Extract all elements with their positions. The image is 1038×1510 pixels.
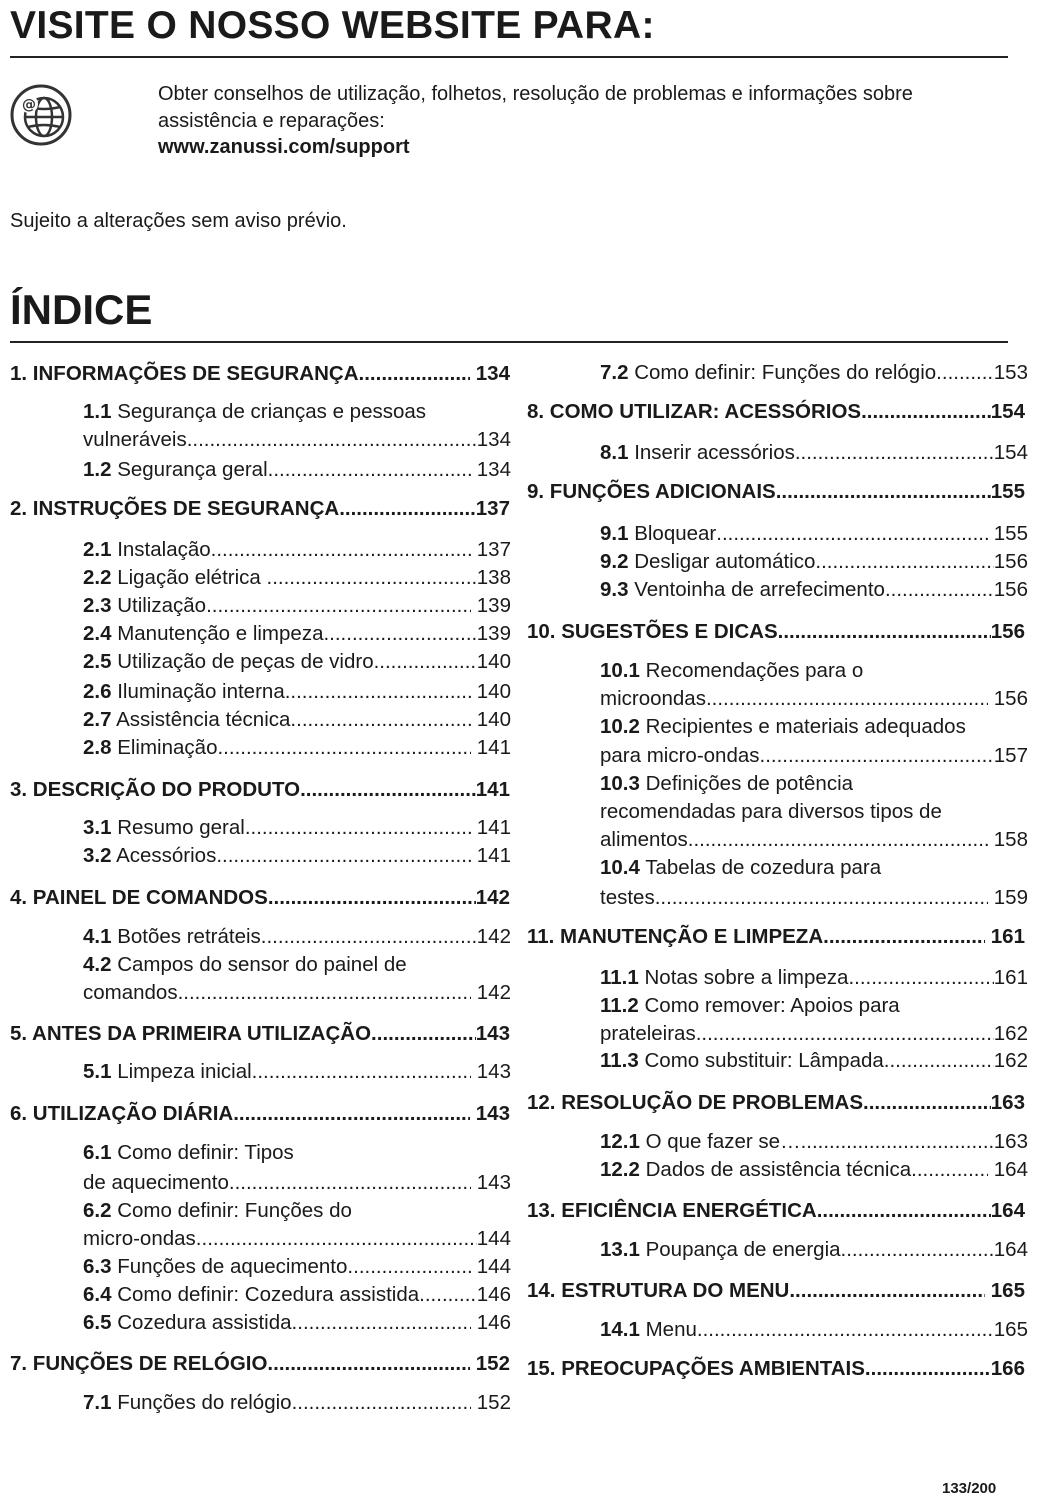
page-number: 133/200 (942, 1480, 997, 1497)
toc-section-2[interactable]: 2. INSTRUÇÕES DE SEGURANÇA ..... 137 (10, 495, 510, 523)
toc-entry-2-1[interactable]: 2.1 Instalação ..... 137 (83, 536, 511, 564)
toc-entry-4-2[interactable]: 4.2 Campos do sensor do painel de comandos ..... 142 (83, 951, 511, 1007)
support-link[interactable]: www.zanussi.com/support (158, 136, 410, 158)
toc-entry-9-1[interactable]: 9.1 Bloquear ..... 155 (600, 520, 1028, 548)
toc-entry-1-2[interactable]: 1.2 Segurança geral ..... 134 (83, 456, 511, 484)
toc-entry-9-2[interactable]: 9.2 Desligar automático ..... 156 (600, 548, 1028, 576)
website-info-line2: assistência e reparações: (158, 109, 385, 132)
svg-text:@: @ (22, 97, 36, 113)
toc-section-15[interactable]: 15. PREOCUPAÇÕES AMBIENTAIS ..... 166 (527, 1355, 1025, 1383)
toc-entry-6-1[interactable]: 6.1 Como definir: Tipos de aquecimento ..... 143 (83, 1139, 511, 1197)
toc-entry-2-2[interactable]: 2.2 Ligação elétrica ..... 138 (83, 564, 511, 592)
toc-section-5[interactable]: 5. ANTES DA PRIMEIRA UTILIZAÇÃO ..... 143 (10, 1020, 510, 1048)
index-title: ÍNDICE (10, 286, 153, 333)
toc-entry-6-3[interactable]: 6.3 Funções de aquecimento ..... 144 (83, 1253, 511, 1281)
toc-entry-1-1[interactable]: 1.1 Segurança de crianças e pessoas vulneráveis ..... 134 (83, 398, 511, 454)
toc-entry-14-1[interactable]: 14.1 Menu ..... 165 (600, 1316, 1028, 1344)
website-info (158, 81, 1018, 161)
toc-entry-2-5[interactable]: 2.5 Utilização de peças de vidro ..... 140 (83, 648, 511, 676)
toc-entry-11-2[interactable]: 11.2 Como remover: Apoios para prateleiras ..... 162 (600, 992, 1028, 1048)
toc-section-9[interactable]: 9. FUNÇÕES ADICIONAIS ..... 155 (527, 478, 1025, 506)
toc-entry-9-3[interactable]: 9.3 Ventoinha de arrefecimento ..... 156 (600, 576, 1028, 604)
toc-entry-3-1[interactable]: 3.1 Resumo geral ..... 141 (83, 814, 511, 842)
toc-section-13[interactable]: 13. EFICIÊNCIA ENERGÉTICA ..... 164 (527, 1197, 1025, 1225)
toc-entry-2-4[interactable]: 2.4 Manutenção e limpeza ..... 139 (83, 620, 511, 648)
toc-entry-12-2[interactable]: 12.2 Dados de assistência técnica ..... 164 (600, 1156, 1028, 1184)
toc-section-14[interactable]: 14. ESTRUTURA DO MENU ..... 165 (527, 1277, 1025, 1305)
toc-section-3[interactable]: 3. DESCRIÇÃO DO PRODUTO ..... 141 (10, 776, 510, 804)
website-info-line1: Obter conselhos de utilização, folhetos, resolução de problemas e informações sobre (158, 83, 913, 105)
toc-section-6[interactable]: 6. UTILIZAÇÃO DIÁRIA ..... 143 (10, 1100, 510, 1128)
toc-entry-13-1[interactable]: 13.1 Poupança de energia ..... 164 (600, 1236, 1028, 1264)
toc-entry-6-4[interactable]: 6.4 Como definir: Cozedura assistida ..... 146 (83, 1281, 511, 1309)
toc-entry-2-7[interactable]: 2.7 Assistência técnica ..... 140 (83, 706, 511, 734)
toc-entry-7-2[interactable]: 7.2 Como definir: Funções do relógio ..... 153 (600, 359, 1028, 387)
toc-section-12[interactable]: 12. RESOLUÇÃO DE PROBLEMAS ..... 163 (527, 1089, 1025, 1117)
toc-entry-6-5[interactable]: 6.5 Cozedura assistida ..... 146 (83, 1309, 511, 1337)
toc-entry-5-1[interactable]: 5.1 Limpeza inicial ..... 143 (83, 1058, 511, 1086)
toc-entry-11-1[interactable]: 11.1 Notas sobre a limpeza ..... 161 (600, 964, 1028, 992)
toc-entry-8-1[interactable]: 8.1 Inserir acessórios ..... 154 (600, 439, 1028, 467)
toc-entry-4-1[interactable]: 4.1 Botões retráteis ..... 142 (83, 923, 511, 951)
toc-section-10[interactable]: 10. SUGESTÕES E DICAS ..... 156 (527, 618, 1025, 646)
toc-entry-10-3[interactable]: 10.3 Definições de potência recomendadas para diversos tipos de alimentos ..... 158 (600, 770, 1028, 854)
toc-section-1[interactable]: 1. INFORMAÇÕES DE SEGURANÇA ..... 134 (10, 360, 510, 388)
toc-entry-10-4[interactable]: 10.4 Tabelas de cozedura para testes ..... 159 (600, 854, 1028, 912)
toc-entry-10-2[interactable]: 10.2 Recipientes e materiais adequados para micro-ondas ..... 157 (600, 713, 1028, 770)
toc-entry-3-2[interactable]: 3.2 Acessórios ..... 141 (83, 842, 511, 870)
toc-section-4[interactable]: 4. PAINEL DE COMANDOS ..... 142 (10, 884, 510, 912)
toc-entry-12-1[interactable]: 12.1 O que fazer se… ..... 163 (600, 1128, 1028, 1156)
toc-section-7[interactable]: 7. FUNÇÕES DE RELÓGIO ..... 152 (10, 1350, 510, 1378)
page-title: VISITE O NOSSO WEBSITE PARA: (10, 4, 655, 47)
toc-entry-10-1[interactable]: 10.1 Recomendações para o microondas ..... 156 (600, 657, 1028, 713)
toc-entry-7-1[interactable]: 7.1 Funções do relógio ..... 152 (83, 1389, 511, 1417)
toc-section-11[interactable]: 11. MANUTENÇÃO E LIMPEZA ..... 161 (527, 923, 1025, 951)
toc-entry-11-3[interactable]: 11.3 Como substituir: Lâmpada ..... 162 (600, 1047, 1028, 1075)
toc-section-8[interactable]: 8. COMO UTILIZAR: ACESSÓRIOS ..... 154 (527, 398, 1025, 426)
toc-entry-2-8[interactable]: 2.8 Eliminação ..... 141 (83, 734, 511, 762)
toc-entry-2-3[interactable]: 2.3 Utilização ..... 139 (83, 592, 511, 620)
toc-entry-6-2[interactable]: 6.2 Como definir: Funções do micro-ondas ..... 144 (83, 1197, 511, 1253)
globe-at-icon (10, 84, 72, 146)
title-rule (10, 56, 1008, 58)
index-rule (10, 341, 1008, 343)
notice-text: Sujeito a alterações sem aviso prévio. (10, 210, 347, 232)
toc-entry-2-6[interactable]: 2.6 Iluminação interna ..... 140 (83, 678, 511, 706)
